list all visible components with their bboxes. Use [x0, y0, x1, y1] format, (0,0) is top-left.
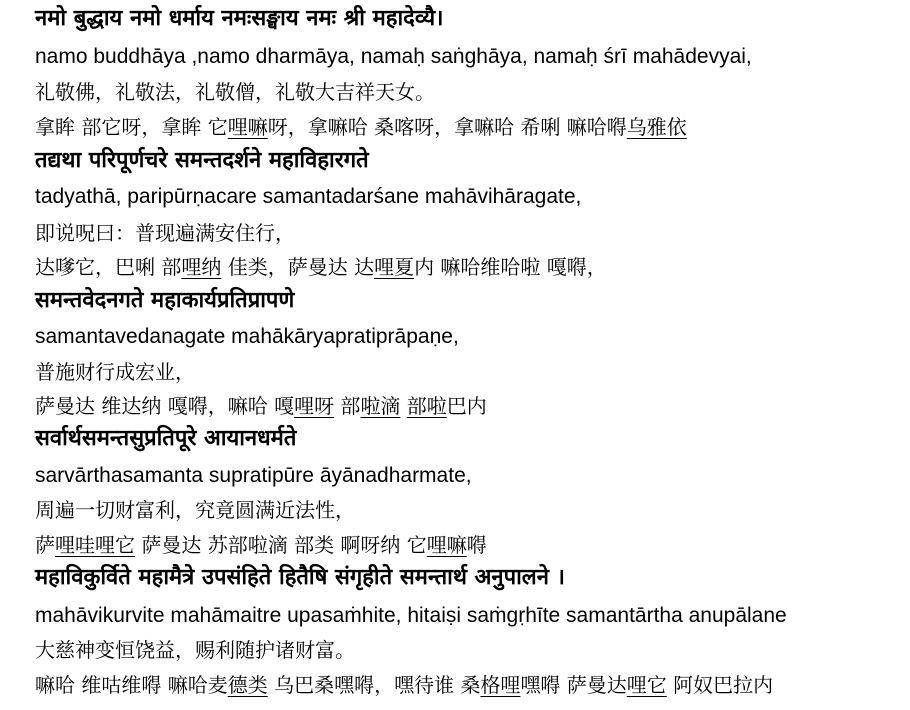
romanization-line-4: sarvārthasamanta supratipūre āyānadharmate, — [35, 464, 472, 487]
underlined-segment: 乌雅依 — [626, 115, 687, 139]
sanskrit-line-5: महाविकुर्विते महामैत्रे उपसंहिते हितैषि संगृहीते समन्तार्थ अनुपालने । — [35, 565, 565, 590]
underlined-segment: 哩呀 — [294, 394, 335, 418]
text-segment: 拿眸 部它呀，拿眸 它 — [35, 115, 228, 139]
romanization-line-3: samantavedanagate mahākāryapratiprāpaṇe, — [35, 325, 459, 348]
romanization-line-1: namo buddhāya ,namo dharmāya, namaḥ saṅghāya, namaḥ śrī mahādevyai, — [35, 45, 752, 68]
transliteration-line-2 — [35, 257, 607, 277]
romanization-line-5: mahāvikurvite mahāmaitre upasaṁhite, hitaiṣi saṁgṛhīte samantārtha anupālane — [35, 604, 787, 627]
underlined-segment: 啦滴 — [360, 394, 401, 418]
text-segment: 萨 — [35, 533, 55, 557]
sanskrit-line-3: समन्तवेदनगते महाकार्यप्रतिप्रापणे — [35, 288, 295, 313]
transliteration-line-1 — [35, 117, 687, 137]
romanization-line-2: tadyathā, paripūrṇacare samantadarśane mahāvihāragate, — [35, 185, 582, 208]
sanskrit-line-4: सर्वार्थसमन्तसुप्रतिपूरे आयानधर्मते — [35, 426, 297, 451]
chinese-translation-line-2: 即说呪曰：普现遍满安住行， — [35, 221, 295, 245]
text-segment: 萨曼达 苏部啦滴 部类 啊呀纳 它 — [135, 533, 427, 557]
underlined-segment: 哩嘛 — [227, 115, 268, 139]
transliteration-line-5 — [35, 675, 773, 695]
underlined-segment: 哩夏 — [374, 255, 415, 279]
text-segment: 嘛哈 维咕维嘚 嘛哈麦 — [35, 673, 228, 697]
underlined-segment: 格哩 — [480, 673, 521, 697]
text-segment: 嘿嘚 萨曼达 — [520, 673, 627, 697]
underlined-segment: 哩它 — [626, 673, 667, 697]
text-segment: 内 嘛哈维哈啦 嘎嘚， — [414, 255, 607, 279]
underlined-segment: 哩哇哩它 — [55, 533, 135, 557]
text-segment: 佳类，萨曼达 达 — [221, 255, 375, 279]
text-segment: 部 — [334, 394, 361, 418]
underlined-segment: 哩纳 — [181, 255, 222, 279]
underlined-segment: 部啦 — [406, 394, 447, 418]
sanskrit-line-2: तद्यथा परिपूर्णचरे समन्तदर्शने महाविहारगते — [35, 148, 369, 173]
underlined-segment: 德类 — [227, 673, 268, 697]
sanskrit-line-1: नमो बुद्धाय नमो धर्माय नमःसङ्घाय नमः श्री महादेव्यै। — [35, 6, 444, 31]
text-segment: 萨曼达 维达纳 嘎嘚，嘛哈 嘎 — [35, 394, 295, 418]
text-segment: 达嗲它，巴唎 部 — [35, 255, 182, 279]
underlined-segment: 哩嘛 — [426, 533, 467, 557]
transliteration-line-4 — [35, 535, 487, 555]
chinese-translation-line-1: 礼敬佛，礼敬法，礼敬僧，礼敬大吉祥天女。 — [35, 80, 435, 104]
chinese-translation-line-3: 普施财行成宏业， — [35, 360, 195, 384]
chinese-translation-line-4: 周遍一切财富利，究竟圆满近法性， — [35, 498, 355, 522]
text-segment: 嘚 — [466, 533, 487, 557]
chinese-translation-line-5: 大慈神变恒饶益，赐利随护诸财富。 — [35, 638, 355, 662]
text-segment: 阿奴巴拉内 — [666, 673, 774, 697]
transliteration-line-3 — [35, 396, 487, 416]
text-segment: 呀，拿嘛哈 桑喀呀，拿嘛哈 希唎 嘛哈嘚 — [267, 115, 627, 139]
text-segment: 乌巴桑嘿嘚，嘿待谁 桑 — [267, 673, 481, 697]
text-segment: 巴内 — [446, 394, 487, 418]
